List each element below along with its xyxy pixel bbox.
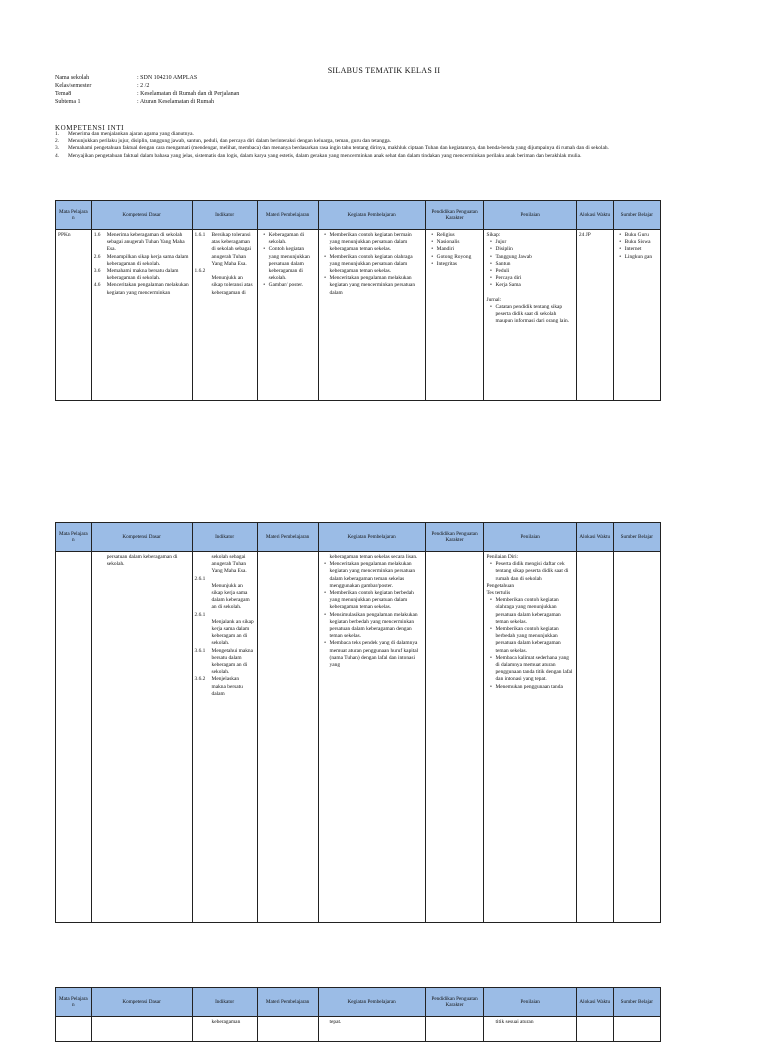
header-kompetensi-dasar: Kompetensi Dasar bbox=[91, 988, 192, 1017]
kd-number: 3.6 bbox=[93, 268, 101, 275]
kd-continued: persatuan dalam keberagaman di sekolah. bbox=[106, 554, 178, 568]
karakter-item: • Mandiri bbox=[428, 246, 482, 253]
document-title: SILABUS TEMATIK KELAS II bbox=[327, 66, 441, 75]
kd-number: 1.6 bbox=[93, 232, 101, 238]
cell-kd bbox=[91, 552, 192, 923]
school-meta bbox=[55, 74, 239, 106]
indikator-number bbox=[195, 583, 212, 612]
kegiatan-item: • Menceritakan pengalaman melakukan kegiatan yang mencerminkan persatuan dalam bbox=[321, 275, 423, 297]
cell-alokasi: 24 JP bbox=[576, 230, 613, 401]
tes-label: Tes tertulis bbox=[486, 590, 511, 597]
indikator-item bbox=[195, 676, 255, 698]
kd-item bbox=[94, 254, 190, 268]
header-kegiatan: Kegiatan Pembelajaran bbox=[318, 201, 425, 230]
cell-materi bbox=[257, 1017, 318, 1042]
meta-value: : Keselamatan di Rumah dan di Perjalanan bbox=[137, 91, 240, 97]
cell-indikator bbox=[192, 552, 257, 923]
karakter-item: • Religius bbox=[428, 232, 482, 239]
ki-number: 4. bbox=[55, 152, 60, 159]
ki-list bbox=[55, 131, 685, 160]
meta-row bbox=[55, 74, 239, 82]
cell-indikator bbox=[192, 1017, 257, 1042]
table-header-row bbox=[56, 201, 661, 230]
ki-heading: KOMPETENSI INTI bbox=[55, 124, 125, 132]
indikator-number: 2.6.1 bbox=[194, 575, 206, 582]
ki-item bbox=[55, 153, 685, 160]
ki-number: 1. bbox=[55, 131, 60, 137]
indikator-text: Menjalank an sikap kerja sama dalam keberagam an di sekolah. bbox=[211, 618, 254, 647]
cell-karakter bbox=[425, 230, 484, 401]
ki-text: Menyajikan pengetahuan faktual dalam bahasa yang jelas, sistematis dan logis, dalam karya yang estetis, dalam gerakan yang mencerminkan anak sehat dan dalam tindakan yang mencerminkan perilaku anak beriman dan berakhlak mulia. bbox=[68, 152, 582, 159]
indikator-item bbox=[195, 554, 255, 576]
header-penilaian: Penilaian bbox=[484, 201, 576, 230]
header-penilaian: Penilaian bbox=[484, 523, 576, 552]
syllabus-table-page-1 bbox=[55, 200, 661, 401]
kegiatan-continued: keberagaman teman sekelas secara lisan. bbox=[329, 554, 418, 560]
header-indikator: Indikator bbox=[192, 523, 257, 552]
pengetahuan-item: • Menemukan penggunaan tanda bbox=[486, 684, 573, 691]
penilaian-diri-label: Penilaian Diri: bbox=[486, 554, 519, 560]
header-karakter: Pendidikan Penguatan Karakter bbox=[425, 201, 484, 230]
cell-sumber bbox=[613, 230, 660, 401]
sikap-item: • Jujur bbox=[486, 239, 573, 246]
kd-item bbox=[94, 282, 190, 296]
header-materi: Materi Pembelajaran bbox=[257, 201, 318, 230]
indikator-number bbox=[195, 619, 212, 648]
indikator-text: Menjelaskan makna bersatu dalam bbox=[211, 676, 243, 697]
indikator-item bbox=[195, 576, 255, 583]
sikap-item: • Santun bbox=[486, 261, 573, 268]
header-penilaian: Penilaian bbox=[484, 988, 576, 1017]
kd-text: Memahami makna bersatu dalam keberagaman di sekolah. bbox=[106, 268, 179, 282]
cell-karakter bbox=[425, 1017, 484, 1042]
header-mata-pelajaran: Mata Pelajara n bbox=[56, 201, 92, 230]
indikator-text: Menunjukk an sikap kerja sama dalam keberagam an di sekolah. bbox=[211, 582, 250, 611]
cell-kegiatan bbox=[318, 552, 425, 923]
kegiatan-item: • Membaca teks pendek yang di dalamnya memuat aturan penggunaan huruf kapital (nama Tuhan) dengan lafal dan intonasi yang bbox=[321, 640, 423, 669]
cell-kd bbox=[91, 230, 192, 401]
indikator-continued: keberagaman bbox=[211, 1019, 241, 1025]
kegiatan-item: • Mensimulasikan pengalaman melakukan kegiatan berbedah yang mencerminkan persatuan dalam keberagaman dengan teman sekelas. bbox=[321, 612, 423, 641]
cell-materi bbox=[257, 552, 318, 923]
cell-karakter bbox=[425, 552, 484, 923]
header-kegiatan: Kegiatan Pembelajaran bbox=[318, 523, 425, 552]
header-sumber: Sumber Belajar bbox=[613, 523, 660, 552]
meta-value: : Aturan Keselamatan di Rumah bbox=[137, 99, 214, 105]
karakter-item: • Nasionalis bbox=[428, 239, 482, 246]
indikator-item bbox=[195, 268, 255, 275]
kd-text: Menceritakan pengalaman melakukan kegiatan yang mencerminkan bbox=[106, 282, 189, 296]
cell-penilaian bbox=[484, 230, 576, 401]
meta-label: Subtema 1 bbox=[55, 99, 81, 105]
header-indikator: Indikator bbox=[192, 201, 257, 230]
sikap-item: • Kerja Sama bbox=[486, 282, 573, 289]
pengetahuan-label: Pengetahuan bbox=[486, 582, 515, 589]
kegiatan-item: • Memberikan contoh kegiatan berbedah yang menunjukkan persatuan dalam keberagaman teman sekelas. bbox=[321, 590, 423, 612]
cell-kegiatan bbox=[318, 230, 425, 401]
sikap-label: Sikap: bbox=[486, 232, 501, 238]
meta-value: : SDN 104210 AMPLAS bbox=[137, 75, 198, 81]
header-kompetensi-dasar: Kompetensi Dasar bbox=[91, 523, 192, 552]
sikap-item: • Percaya diri bbox=[486, 275, 573, 282]
indikator-item bbox=[195, 583, 255, 612]
ki-text: Menunjukkan perilaku jujur, disiplin, tanggung jawab, santun, peduli, dan percaya diri dalam berinteraksi dengan keluarga, teman, guru dan tetangga. bbox=[68, 138, 392, 145]
cell-mapel bbox=[56, 552, 92, 923]
indikator-number: 1.6.1 bbox=[194, 232, 206, 238]
meta-value: : 2 /2 bbox=[137, 83, 150, 89]
indikator-text: Mengetahui makna bersatu dalam keberagam an di sekolah. bbox=[211, 647, 253, 676]
indikator-text: Bersikap toleransi atas keberagaman di sekolah sebagai anugerah Tuhan Yang Maha Esa. bbox=[211, 232, 252, 267]
ki-item bbox=[55, 145, 685, 152]
indikator-number: 2.6.1 bbox=[194, 611, 206, 618]
kd-number: 2.6 bbox=[93, 253, 101, 260]
ki-number: 3. bbox=[55, 145, 60, 152]
header-karakter: Pendidikan Penguatan Karakter bbox=[425, 523, 484, 552]
kegiatan-continued: tepat. bbox=[329, 1019, 342, 1025]
sumber-item: • Internet bbox=[616, 246, 658, 253]
kd-item bbox=[94, 232, 190, 254]
kd-text: Menampilkan sikap kerja sama dalam keberagaman di sekolah. bbox=[106, 253, 189, 267]
header-karakter: Pendidikan Penguatan Karakter bbox=[425, 988, 484, 1017]
meta-row bbox=[55, 98, 239, 106]
header-sumber: Sumber Belajar bbox=[613, 988, 660, 1017]
table-header-row bbox=[56, 523, 661, 552]
cell-penilaian bbox=[484, 552, 576, 923]
indikator-text: sekolah sebagai anugerah Tuhan Yang Maha Esa. bbox=[211, 554, 247, 575]
table-row bbox=[56, 552, 661, 923]
pengetahuan-item: • Memberikan contoh kegiatan olahraga yang menunjukkan persatuan dalam keberagaman teman sekelas. bbox=[486, 597, 573, 626]
kd-number: 4.6 bbox=[93, 282, 101, 289]
indikator-number bbox=[195, 554, 212, 576]
pengetahuan-item: • Memberikan contoh kegiatan berbedah yang menunjukkan persatuan dalam keberagaman teman sekelas. bbox=[486, 626, 573, 655]
kd-text: Menerima keberagaman di sekolah sebagai anugerah Tuhan Yang Maha Esa. bbox=[106, 232, 185, 253]
header-materi: Materi Pembelajaran bbox=[257, 523, 318, 552]
syllabus-table-page-2 bbox=[55, 522, 661, 923]
sumber-item: • Buku Siswa bbox=[616, 239, 658, 246]
cell-mapel: PPKn bbox=[56, 230, 92, 401]
indikator-number: 3.6.2 bbox=[194, 676, 206, 683]
header-materi: Materi Pembelajaran bbox=[257, 988, 318, 1017]
kd-item bbox=[94, 268, 190, 282]
kegiatan-item: • Menceritakan pengalaman melakukan kegiatan yang mencerminkan persatuan dalam keberagaman teman sekelas menggunakan gambar/poster. bbox=[321, 561, 423, 590]
pengetahuan-item: • Membaca kalimat sederhana yang di dalamnya memuat aturan penggunaan tanda titik dengan lafal dan intonasi yang tepat. bbox=[486, 655, 573, 684]
cell-sumber bbox=[613, 1017, 660, 1042]
kegiatan-item: • Memberikan contoh kegiatan bermain yang menunjukkan persatuan dalam keberagaman teman sekelas. bbox=[321, 232, 423, 254]
indikator-item bbox=[195, 648, 255, 677]
table-row bbox=[56, 230, 661, 401]
indikator-text: Menunjukk an sikap toleransi atas keberagaman di bbox=[211, 275, 253, 296]
ki-item bbox=[55, 131, 685, 138]
penilaian-continued: titik sesuai aturan bbox=[495, 1019, 534, 1025]
ki-text: Menerima dan menjalankan ajaran agama yang dianutnya. bbox=[68, 131, 194, 137]
cell-alokasi bbox=[576, 1017, 613, 1042]
sikap-item: • Tanggung Jawab bbox=[486, 254, 573, 261]
table-row bbox=[56, 1017, 661, 1042]
header-alokasi: Alokasi Waktu bbox=[576, 523, 613, 552]
karakter-item: • Integritas bbox=[428, 261, 482, 268]
materi-item: • Gambar/ poster. bbox=[260, 282, 316, 289]
cell-kd bbox=[91, 1017, 192, 1042]
syllabus-table-page-3 bbox=[55, 987, 661, 1042]
indikator-number: 1.6.2 bbox=[194, 268, 206, 275]
jurnal-label: Jurnal: bbox=[486, 296, 502, 303]
cell-materi bbox=[257, 230, 318, 401]
indikator-item bbox=[195, 275, 255, 297]
jurnal-item: • Catatan pendidik tentang sikap peserta didik saat di sekolah maupun informasi dari orang lain. bbox=[486, 304, 573, 326]
meta-row bbox=[55, 82, 239, 90]
indikator-number: 3.6.1 bbox=[194, 647, 206, 654]
header-indikator: Indikator bbox=[192, 988, 257, 1017]
indikator-item bbox=[195, 232, 255, 268]
cell-mapel bbox=[56, 1017, 92, 1042]
materi-item: • Keberagaman di sekolah. bbox=[260, 232, 316, 246]
cell-alokasi bbox=[576, 552, 613, 923]
sikap-item: • Disiplin bbox=[486, 246, 573, 253]
kegiatan-item: • Memberikan contoh kegiatan olahraga yang menunjukkan persatuan dalam keberagaman teman sekelas. bbox=[321, 254, 423, 276]
cell-sumber bbox=[613, 552, 660, 923]
indikator-item bbox=[195, 612, 255, 619]
header-alokasi: Alokasi Waktu bbox=[576, 988, 613, 1017]
materi-item: • Contoh kegiatan yang menunjukkan persatuan dalam keberagaman di sekolah. bbox=[260, 246, 316, 282]
meta-label: Tema8 bbox=[55, 91, 72, 97]
ki-number: 2. bbox=[55, 138, 60, 145]
meta-row bbox=[55, 90, 239, 98]
penilaian-diri-item: • Peserta didik mengisi daftar cek tentang sikap peserta didik saat di rumah dan di sekolah bbox=[486, 561, 573, 583]
karakter-item: • Gotong Royong bbox=[428, 254, 482, 261]
cell-penilaian bbox=[484, 1017, 576, 1042]
sikap-item: • Peduli bbox=[486, 268, 573, 275]
sumber-item: • Lingkun gan bbox=[616, 254, 658, 261]
header-kegiatan: Kegiatan Pembelajaran bbox=[318, 988, 425, 1017]
meta-label: Kelas/semester bbox=[55, 83, 92, 89]
sumber-item: • Buku Guru bbox=[616, 232, 658, 239]
header-mata-pelajaran: Mata Pelajara n bbox=[56, 988, 92, 1017]
cell-kegiatan bbox=[318, 1017, 425, 1042]
table-header-row bbox=[56, 988, 661, 1017]
meta-label: Nama sekolah bbox=[55, 75, 90, 81]
header-sumber: Sumber Belajar bbox=[613, 201, 660, 230]
ki-text: Memahami pengetahuan faktual dengan cara mengamati (mendengar, melihat, membaca) dan menanya berdasarkan rasa ingin tahu tentang dirinya, makhluk ciptaan Tuhan dan kegiatannya, dan benda-benda yang dijumpainya di rumah dan di sekolah. bbox=[68, 145, 609, 152]
header-alokasi: Alokasi Waktu bbox=[576, 201, 613, 230]
header-kompetensi-dasar: Kompetensi Dasar bbox=[91, 201, 192, 230]
cell-indikator bbox=[192, 230, 257, 401]
header-mata-pelajaran: Mata Pelajara n bbox=[56, 523, 92, 552]
indikator-item bbox=[195, 619, 255, 648]
indikator-number bbox=[195, 275, 212, 297]
